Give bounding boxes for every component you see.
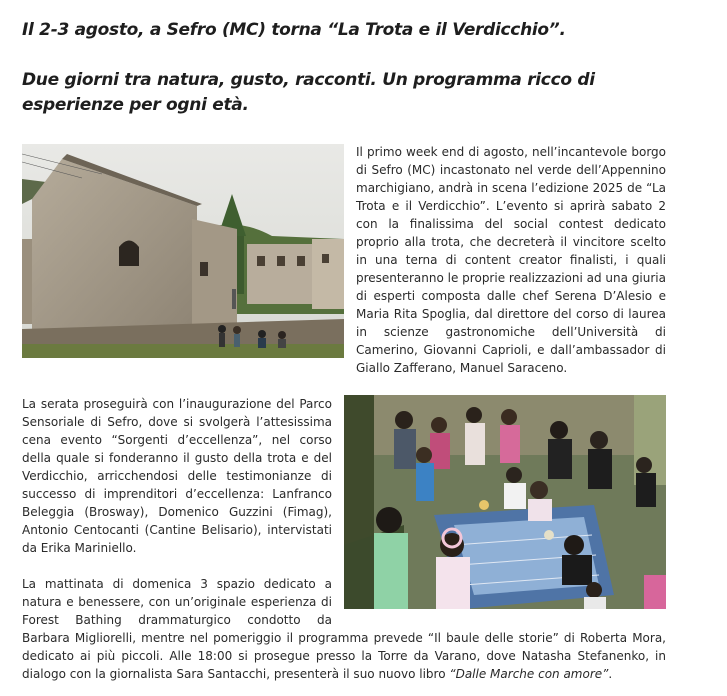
lead-subheadline: Due giorni tra natura, gusto, racconti. Un programma ricco di esperienze per ogni età.: [22, 70, 595, 115]
book-title: “Dalle Marche con amore”: [449, 667, 609, 681]
paragraph-1-text: Il primo week end di agosto, nell’incantevole borgo di Sefro (MC) incastonato nel verde dell’Appennino marchigiano, andrà in scena l’edizione 2025 de “La Trota e il Verdicchio”. L’evento si aprirà sabato 2 con la finalissima del social contest dedicato proprio alla trota, che decreterà il vincitore scelto in una terna di content creator finalisti, i quali presenteranno le proprie realizzazioni ad una giuria di esperti composta dalle chef Serena D’Alesio e Maria Rita Spoglia, dal direttore del corso di laurea in scienze gastronomiche dell’Università di Camerino, Giovanni Caprioli, e dall’ambassador di Giallo Zafferano, Manuel Saraceno.: [356, 145, 666, 375]
paragraphs-2-3: [22, 395, 666, 683]
paragraph-3-text: La mattinata di domenica 3 spazio dedicato a natura e benessere, con un’originale esperienza di Forest Bathing drammaturgico condotto da Barbara Migliorelli, mentre nel pomeriggio il programma prevede “Il baule delle storie” di Roberta Mora, dedicato ai più piccoli. Alle 18:00 si prosegue presso la Torre da Varano, dove Natasha Stefanenko, in dialogo con la giornalista Sara Santacchi, presenterà il suo nuovo libro: [22, 577, 666, 681]
lead-headline: Il 2-3 agosto, a Sefro (MC) torna “La Trota e il Verdicchio”.: [22, 20, 566, 40]
stone-tower-village-photo: [22, 144, 344, 358]
paragraph-2: La serata proseguirà con l’inaugurazione del Parco Sensoriale di Sefro, dove si svolgerà l’attesissima cena evento “Sorgenti d’eccellenza”, nel corso della quale si fonderanno il gusto della trota e del Verdicchio, arricchendosi delle testimonianze di successo di imprenditori d’eccellenza: Lanfranco Beleggia (Brosway), Domenico Guzzini (Fimag), Antonio Centocanti (Cantine Belisario), intervistati da Erika Mariniello.: [22, 397, 332, 555]
paragraph-1: [22, 143, 666, 377]
paragraph-3-end: .: [608, 667, 613, 681]
children-picnic-photo: [344, 395, 666, 609]
